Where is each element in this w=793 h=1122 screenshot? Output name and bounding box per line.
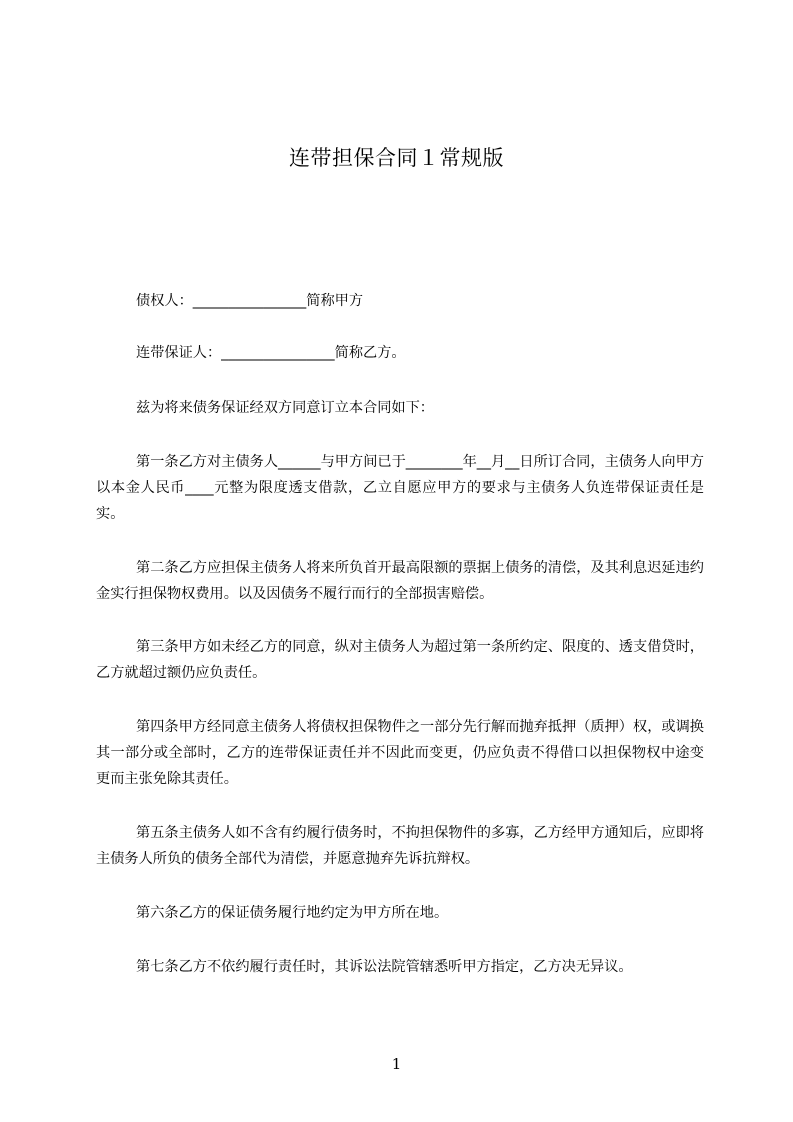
page-number: 1	[391, 1055, 402, 1073]
guarantor-line: 连带保证人：________________简称乙方。	[136, 345, 406, 361]
article-6: 第六条乙方的保证债务履行地约定为甲方所在地。	[136, 905, 449, 921]
article-4: 第四条甲方经同意主债务人将债权担保物件之一部分先行解而抛弃抵押（质押）权，或调换其一部分或全部时，乙方的连带保证责任并不因此而变更，仍应负责不得借口以担保物权中途变更而主张免除其责任。	[96, 719, 704, 787]
article-2: 第二条乙方应担保主债务人将来所负首开最高限额的票据上债务的清偿，及其利息迟延违约金实行担保物权费用。以及因债务不履行而行的全部损害赔偿。	[96, 560, 704, 602]
preamble: 兹为将来债务保证经双方同意订立本合同如下：	[136, 400, 434, 416]
document-title: 连带担保合同１常规版	[289, 146, 504, 170]
article-3: 第三条甲方如未经乙方的同意，纵对主债务人为超过第一条所约定、限度的、透支借贷时，乙方就超过额仍应负责任。	[96, 639, 704, 681]
article-7: 第七条乙方不依约履行责任时，其诉讼法院管辖悉听甲方指定，乙方决无异议。	[136, 959, 633, 975]
article-5: 第五条主债务人如不含有约履行债务时，不拘担保物件的多寡，乙方经甲方通知后，应即将主债务人所负的债务全部代为清偿，并愿意抛弃先诉抗辩权。	[96, 825, 704, 867]
creditor-line: 债权人：________________简称甲方	[136, 293, 364, 309]
article-1: 第一条乙方对主债务人______与甲方间已于________年__月__日所订合同，主债务人向甲方以本金人民币____元整为限度透支借款，乙立自愿应甲方的要求与主债务人负连带保证责任是实。	[96, 454, 704, 522]
